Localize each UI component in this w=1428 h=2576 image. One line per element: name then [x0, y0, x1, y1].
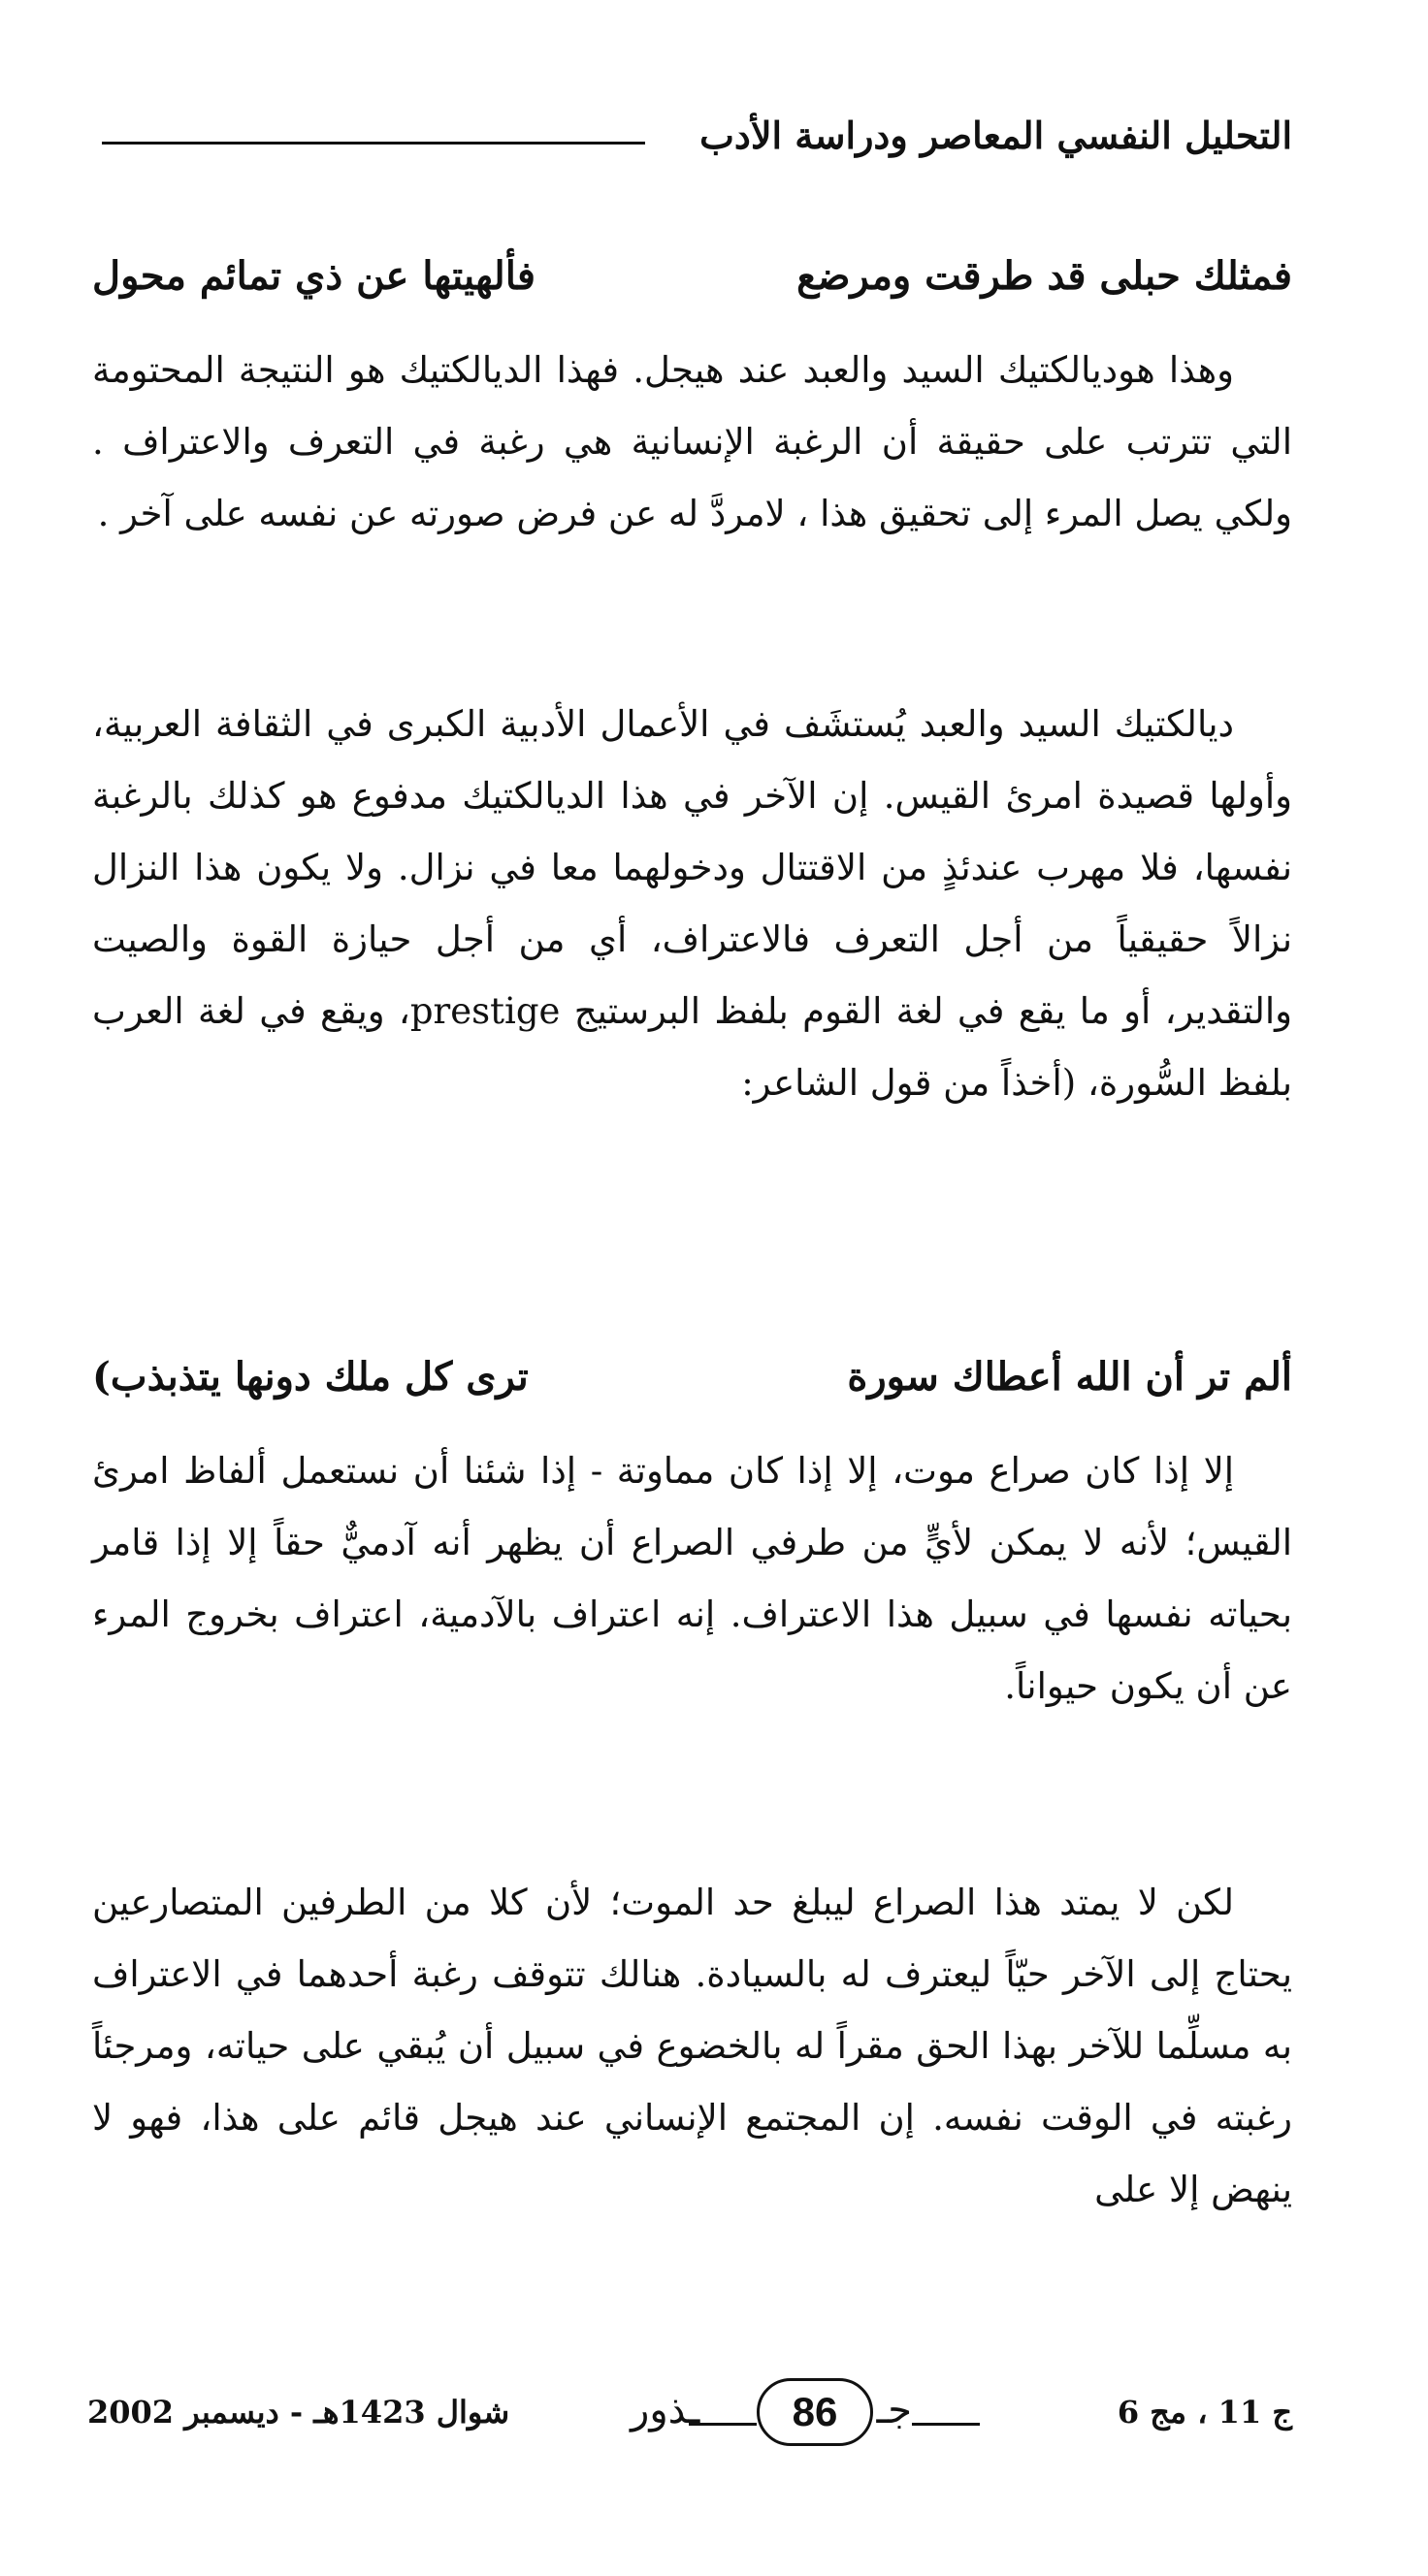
verse-2-second-hemistich: ترى كل ملك دونها يتذبذب) [92, 1354, 529, 1400]
footer-journal-mark [631, 2376, 1038, 2454]
header-rule [102, 142, 645, 145]
journal-name-end: ـذور [631, 2388, 700, 2432]
verse-1-first-hemistich: فمثلك حبلى قد طرقت ومرضع [796, 253, 1292, 299]
page-number-badge: 86 [757, 2378, 873, 2446]
paragraph-3: إلا إذا كان صراع موت، إلا إذا كان مماوتة - إذا شئنا أن نستعمل ألفاظ امرئ القيس؛ لأنه لا يمكن لأيٍّ من طرفي الصراع أن يظهر أنه آدميٌّ حقاً إلا إذا قامر بحياته نفسها في سبيل هذا الاعتراف. إنه اعتراف بالآدمية، اعتراف بخروج المرء عن أن يكون حيواناً. [92, 1450, 1292, 1707]
journal-rule-right [912, 2423, 980, 2426]
footer-date: شوال 1423هـ - ديسمبر 2002 [87, 2394, 510, 2431]
header-title: التحليل النفسي المعاصر ودراسة الأدب [699, 113, 1292, 157]
footer-volume: ج 11 ، مج 6 [1117, 2394, 1292, 2431]
poem-verse-2 [92, 1343, 1292, 1411]
poem-verse-1 [92, 242, 1292, 310]
running-header [102, 107, 1292, 165]
paragraph-1: وهذا هوديالكتيك السيد والعبد عند هيجل. فهذا الديالكتيك هو النتيجة المحتومة التي تترتب على حقيقة أن الرغبة الإنسانية هي رغبة في التعرف والاعتراف . ولكي يصل المرء إلى تحقيق هذا ، لامردَّ له عن فرض صورته عن نفسه على آخر . [92, 349, 1292, 534]
journal-name-start: جـ [876, 2388, 912, 2432]
verse-1-second-hemistich: فألهيتها عن ذي تمائم محول [92, 253, 536, 299]
page-footer [87, 2376, 1292, 2454]
paragraph-2: ديالكتيك السيد والعبد يُستشَف في الأعمال الأدبية الكبرى في الثقافة العربية، وأولها قصيدة امرئ القيس. إن الآخر في هذا الديالكتيك مدفوع هو كذلك بالرغبة نفسها، فلا مهرب عندئذٍ من الاقتتال ودخولهما معا في نزال. ولا يكون هذا النزال نزالاً حقيقياً من أجل التعرف فالاعتراف، أي من أجل حيازة القوة والصيت والتقدير، أو ما يقع في لغة القوم بلفظ البرستيج prestige، ويقع في لغة العرب بلفظ السُّورة، (أخذاً من قول الشاعر: [92, 703, 1292, 1104]
paragraph-4: لكن لا يمتد هذا الصراع ليبلغ حد الموت؛ لأن كلا من الطرفين المتصارعين يحتاج إلى الآخر حيّاً ليعترف له بالسيادة. هنالك تتوقف رغبة أحدهما في الاعتراف به مسلِّما للآخر بهذا الحق مقراً له بالخضوع في سبيل أن يُبقي على حياته، ومرجئاً رغبته في الوقت نفسه. إن المجتمع الإنساني عند هيجل قائم على هذا، فهو لا ينهض إلا على [92, 1882, 1292, 2210]
verse-2-first-hemistich: ألم تر أن الله أعطاك سورة [847, 1354, 1292, 1400]
